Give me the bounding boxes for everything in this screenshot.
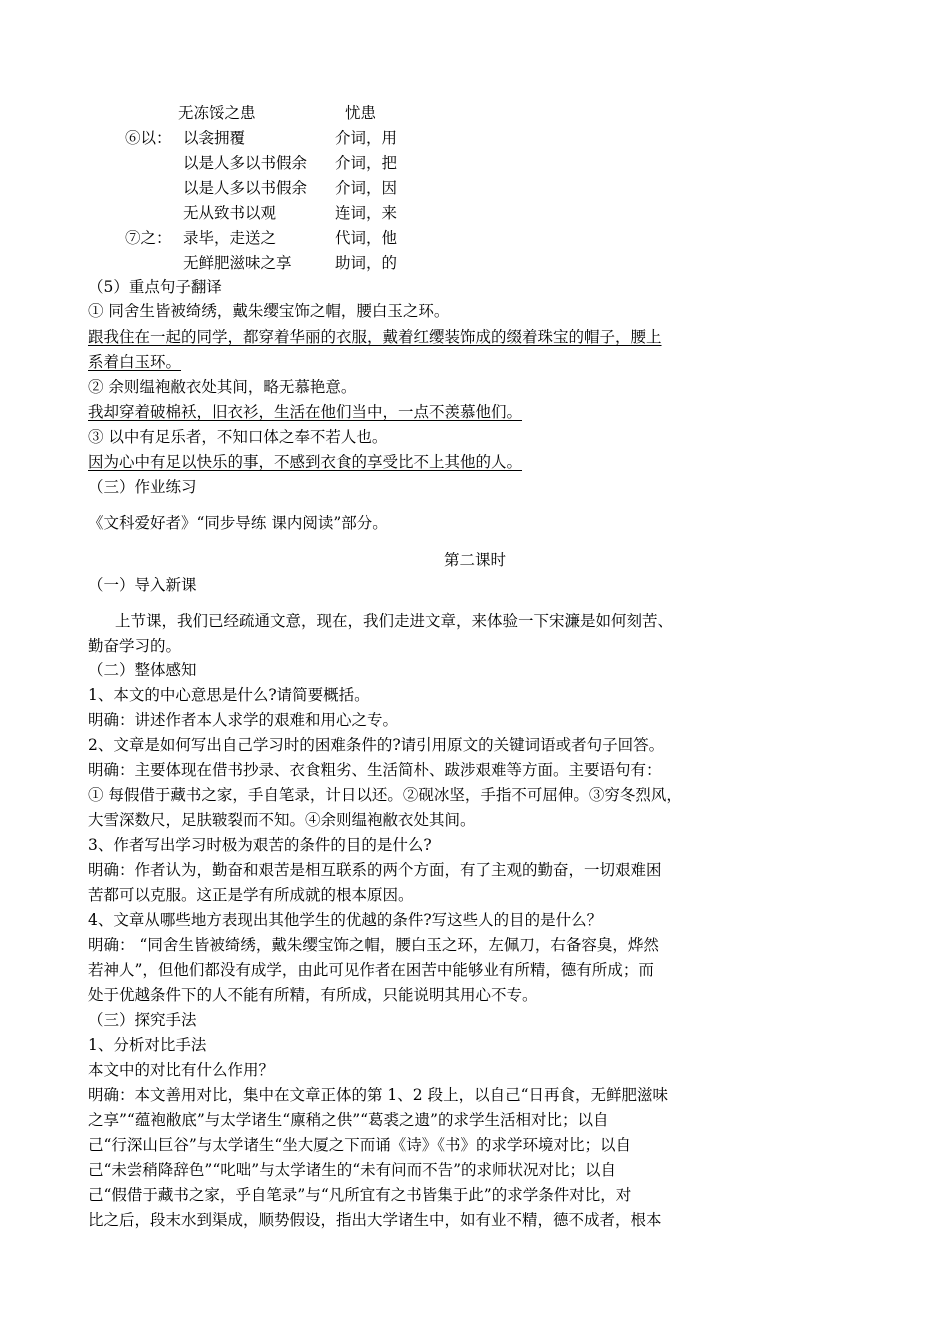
section-heading: （一）导入新课 [88,576,197,594]
vocab-example: 以是人多以书假余 [183,154,308,172]
vocab-meaning: 忧患 [345,104,377,122]
source-sentence: ③ 以中有足乐者，不知口体之奉不若人也。 [88,428,388,446]
translation-text: 系着白玉环。 [88,353,182,371]
source-sentence: ① 同舍生皆被绮绣，戴朱缨宝饰之帽，腰白玉之环。 [88,302,450,320]
question: 本文中的对比有什么作用？ [88,1061,275,1079]
answer: 明确： “同舍生皆被绮绣，戴朱缨宝饰之帽，腰白玉之环，左佩刀，右备容臭，烨然 [88,936,659,954]
vocab-example: 以衾拥覆 [183,129,246,147]
section-heading: （二）整体感知 [88,661,197,679]
lesson-title: 第二课时 [443,551,506,569]
question: 4、文章从哪些地方表现出其他学生的优越的条件?写这些人的目的是什么？ [88,911,603,929]
translation-text: 我却穿着破棉袄，旧衣衫，生活在他们当中，一点不羡慕他们。 [88,403,523,421]
answer: 比之后，段末水到渠成，顺势假设，指出大学诸生中，如有业不精，德不成者，根本 [88,1211,662,1229]
vocab-example: 无从致书以观 [183,204,277,222]
vocab-example: 录毕，走送之 [183,229,277,247]
homework-text: 《文科爱好者》“同步导练 课内阅读”部分。 [88,514,388,532]
answer: 若神人”，但他们都没有成学，由此可见作者在困苦中能够业有所精，德有所成；而 [88,961,654,979]
answer: ① 每假借于藏书之家，手自笔录，计日以还。②砚冰坚，手指不可屈伸。③穷冬烈风， [88,786,682,804]
vocab-meaning: 连词，来 [335,204,398,222]
translation-text: 跟我住在一起的同学，都穿着华丽的衣服，戴着红缨装饰成的缀着珠宝的帽子，腰上 [88,328,662,346]
vocab-meaning: 助词，的 [335,254,398,272]
vocab-group-label: ⑥以： [125,129,172,147]
vocab-meaning: 介词，用 [335,129,398,147]
vocab-example: 无鲜肥滋味之享 [183,254,292,272]
question: 3、作者写出学习时极为艰苦的条件的目的是什么? [88,836,432,854]
translation-text: 因为心中有足以快乐的事，不感到衣食的享受比不上其他的人。 [88,453,523,471]
answer: 己“行深山巨谷”与太学诸生“坐大厦之下而诵《诗》《书》的求学环境对比；以自 [88,1136,632,1154]
answer: 处于优越条件下的人不能有所精，有所成，只能说明其用心不专。 [88,986,538,1004]
vocab-group-label: ⑦之： [125,229,172,247]
vocab-example: 无冻馁之患 [178,104,256,122]
section-heading: （三）探究手法 [88,1011,197,1029]
source-sentence: ② 余则缊袍敝衣处其间，略无慕艳意。 [88,378,357,396]
vocab-meaning: 介词，因 [335,179,398,197]
answer: 明确：本文善用对比，集中在文章正体的第 1、2 段上，以自己“日再食，无鲜肥滋味 [88,1086,669,1104]
question: 2、文章是如何写出自己学习时的困难条件的?请引用原文的关键词语或者句子回答。 [88,736,665,754]
vocab-example: 以是人多以书假余 [183,179,308,197]
paragraph-line: 勤奋学习的。 [88,637,182,655]
question: 1、本文的中心意思是什么?请简要概括。 [88,686,370,704]
answer: 己“假借于藏书之家，乎自笔录”与“凡所宜有之书皆集于此”的求学条件对比，对 [88,1186,632,1204]
answer: 大雪深数尺，足肤皲裂而不知。④余则缊袍敝衣处其间。 [88,811,476,829]
section-heading: （三）作业练习 [88,478,197,496]
paragraph-line: 上节课，我们已经疏通文意，现在，我们走进文章，来体验一下宋濂是如何刻苦、 [115,612,674,630]
answer: 苦都可以克服。这正是学有所成就的根本原因。 [88,886,414,904]
vocab-meaning: 代词，他 [335,229,398,247]
subheading: 1、分析对比手法 [88,1036,207,1054]
answer: 明确：讲述作者本人求学的艰难和用心之专。 [88,711,399,729]
answer: 明确：主要体现在借书抄录、衣食粗劣、生活简朴、跋涉艰难等方面。主要语句有： [88,761,662,779]
section-heading: （5）重点句子翻译 [88,278,222,296]
answer: 己“未尝稍降辞色”“叱咄”与太学诸生的“未有问而不告”的求师状况对比；以自 [88,1161,617,1179]
answer: 明确：作者认为，勤奋和艰苦是相互联系的两个方面，有了主观的勤奋，一切艰难困 [88,861,662,879]
vocab-meaning: 介词，把 [335,154,398,172]
answer: 之享”“蕴袍敝底”与太学诸生“廪稍之供”“葛裘之遗”的求学生活相对比；以自 [88,1111,609,1129]
